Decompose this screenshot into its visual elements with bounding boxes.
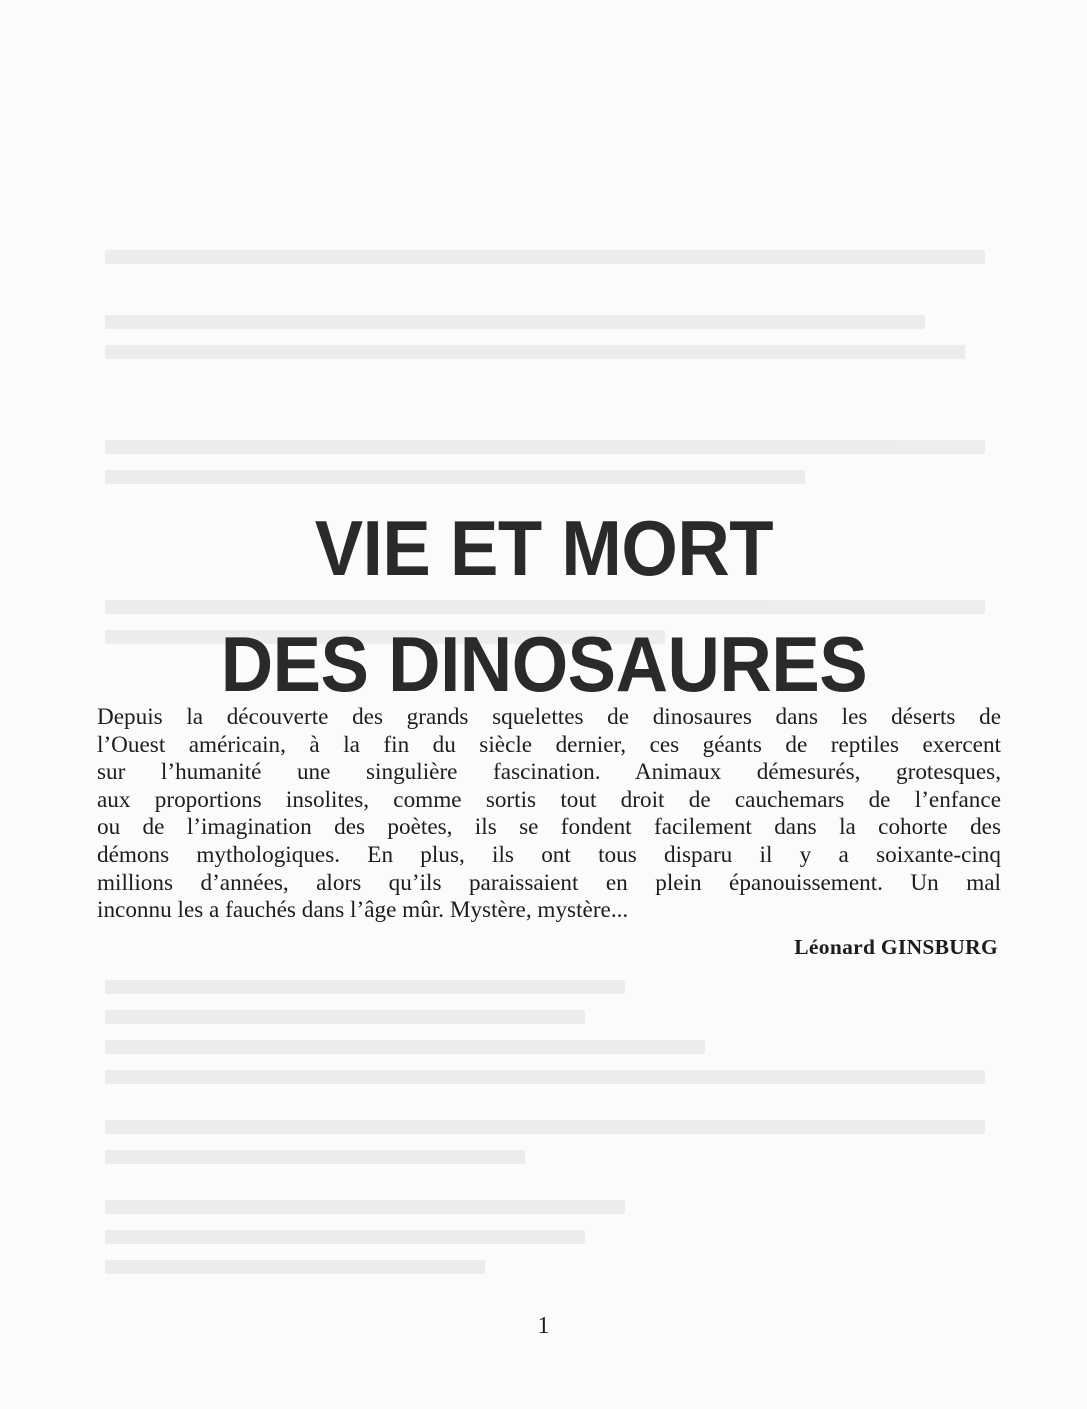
paragraph-line: aux proportions insolites, comme sortis tout droit de cauchemars de l’enfance [97,786,1001,813]
title-line-2: DES DINOSAURES [220,620,868,709]
article-title [39,490,1050,722]
paragraph-line: Depuis la découverte des grands squelettes de dinosaures dans les déserts de [97,704,1001,730]
author-signature: Léonard GINSBURG [794,935,998,959]
title-line-1: VIE ET MORT [314,504,774,593]
paragraph-line: millions d’années, alors qu’ils paraissaient en plein épanouissement. Un mal [97,869,1001,896]
paragraph-line: sur l’humanité une singulière fascination. Animaux démesurés, grotesques, [97,759,1001,786]
paragraph-line: démons mythologiques. En plus, ils ont tous disparu il y a soixante-cinq [97,841,1001,868]
paragraph-line: l’Ouest américain, à la fin du siècle dernier, ces géants de reptiles exercent [97,731,1001,758]
paragraph-line: ou de l’imagination des poètes, ils se fondent facilement dans la cohorte des [97,814,1001,841]
page-number: 1 [537,1313,550,1339]
intro-paragraph [97,704,1001,925]
paragraph-line: inconnu les a fauchés dans l’âge mûr. Mystère, mystère... [97,897,629,924]
